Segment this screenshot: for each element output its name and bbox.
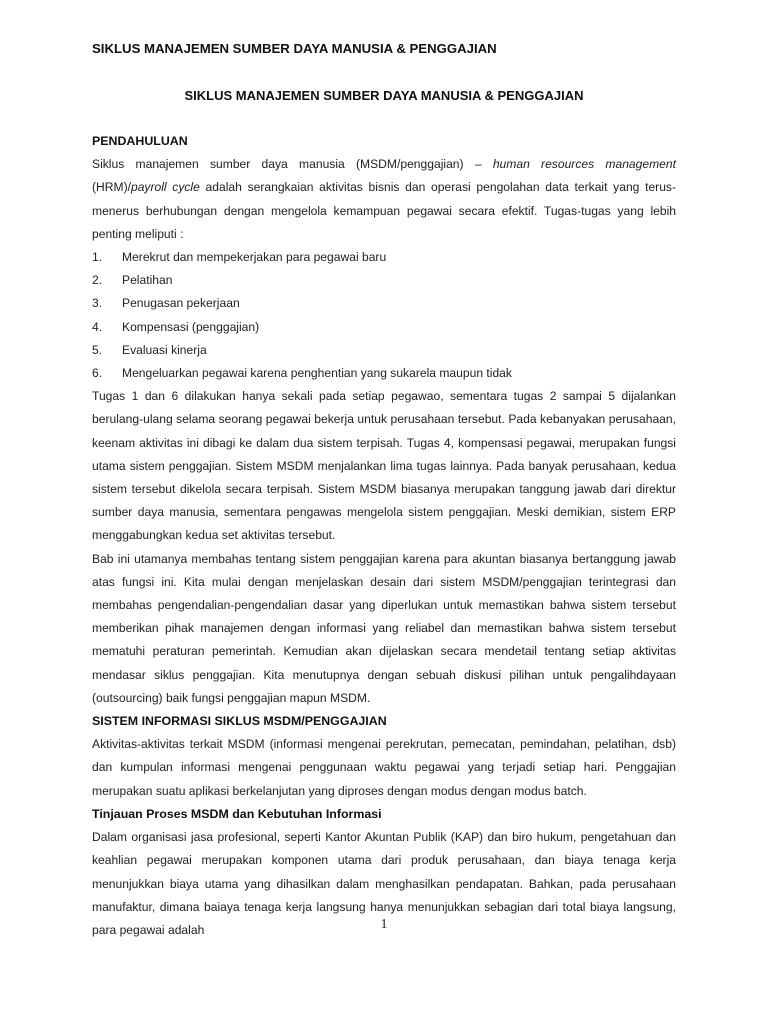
list-item-number: 6.: [92, 366, 103, 381]
list-item-number: 2.: [92, 273, 103, 288]
paragraph-task-description: Tugas 1 dan 6 dilakukan hanya sekali pada setiap pegawao, sementara tugas 2 sampai 5 dijalankan berulang-ulang selama seorang pegawai bekerja untuk perusahaan tersebut. Pada kebanyakan perusahaan, keenam aktivitas ini dibagi ke dalam dua sistem terpisah. Tugas 4, kompensasi pegawai, merupakan fungsi utama sistem penggajian. Sistem MSDM menjalankan lima tugas lainnya. Pada banyak perusahaan, kedua sistem tersebut dikelola secara terpisah. Sistem MSDM biasanya merupakan tanggung jawab dari direktur sumber daya manusia, sementara pengawas mengelola sistem penggajian. Meski demikian, sistem ERP menggabungkan kedua set aktivitas tersebut.: [92, 389, 676, 543]
list-item-text: Mengeluarkan pegawai karena penghentian yang sukarela maupun tidak: [122, 366, 512, 381]
list-item-text: Penugasan pekerjaan: [122, 296, 240, 311]
list-item: [92, 339, 676, 362]
intro-text-2: (HRM)/: [92, 180, 131, 195]
section-heading-pendahuluan: PENDAHULUAN: [92, 134, 188, 148]
list-item-number: 1.: [92, 250, 103, 265]
list-item-text: Kompensasi (penggajian): [122, 319, 260, 334]
paragraph-chapter-overview: Bab ini utamanya membahas tentang sistem penggajian karena para akuntan biasanya bertanggung jawab atas fungsi ini. Kita mulai dengan menjelaskan desain dari sistem MSDM/penggajian terintegrasi dan membahas pengendalian-pengendalian dasar yang diperlukan untuk memastikan bahwa sistem tersebut memberikan pihak manajemen dengan informasi yang reliabel dan memastikan bahwa sistem tersebut mematuhi peraturan pemerintah. Kemudian akan dijelaskan secara mendetail tentang setiap aktivitas mendasar siklus penggajian. Kita menutupnya dengan sebuah diskusi pilihan untuk pengalihdayaan (outsourcing) baik fungsi penggajian mapun MSDM.: [92, 551, 676, 705]
list-item-text: Merekrut dan mempekerjakan para pegawai baru: [122, 250, 387, 265]
running-header: SIKLUS MANAJEMEN SUMBER DAYA MANUSIA & PENGGAJIAN: [92, 41, 497, 56]
list-item-text: Pelatihan: [122, 273, 173, 288]
list-item: [92, 316, 676, 339]
section-heading-tinjauan: Tinjauan Proses MSDM dan Kebutuhan Informasi: [92, 806, 382, 821]
paragraph-tinjauan: Dalam organisasi jasa profesional, seperti Kantor Akuntan Publik (KAP) dan biro hukum, pengetahuan dan keahlian pegawai merupakan komponen utama dari produk perusahaan, dan biaya tenaga kerja menunjukkan biaya utama yang dihasilkan dalam menghasilkan pendapatan. Bahkan, pada perusahaan manufaktur, dimana baiaya tenaga kerja langsung hanya menunjukkan sebagian dari total biaya langsung, para pegawai adalah: [92, 830, 676, 937]
intro-italic-2: payroll cycle: [130, 180, 200, 195]
page-number: 1: [380, 917, 388, 932]
paragraph-sistem-informasi: Aktivitas-aktivitas terkait MSDM (informasi mengenai perekrutan, pemecatan, pemindahan, pelatihan, dsb) dan kumpulan informasi mengenai penggunaan waktu pegawai yang terjadi setiap hari. Penggajian merupakan suatu aplikasi berkelanjutan yang diproses dengan modus dengan modus batch.: [92, 737, 676, 798]
intro-text-3: adalah serangkaian aktivitas bisnis dan operasi pengolahan data terkait yang terus-menerus berhubungan dengan mengelola kemampuan pegawai secara efektif. Tugas-tugas yang lebih penting meliputi :: [92, 180, 676, 241]
intro-text-1: Siklus manajemen sumber daya manusia (MSDM/penggajian) –: [92, 157, 493, 172]
section-heading-sistem-informasi: SISTEM INFORMASI SIKLUS MSDM/PENGGAJIAN: [92, 714, 387, 729]
list-item-number: 5.: [92, 342, 103, 357]
document-title: SIKLUS MANAJEMEN SUMBER DAYA MANUSIA & PENGGAJIAN: [184, 88, 584, 103]
list-item: [92, 292, 676, 315]
list-item-text: Evaluasi kinerja: [122, 342, 207, 357]
intro-italic-1: human resources management: [492, 157, 676, 172]
list-item: [92, 362, 676, 385]
list-item-number: 4.: [92, 319, 103, 334]
task-list: [92, 246, 676, 385]
document-body: [92, 130, 676, 942]
list-item: [92, 269, 676, 292]
list-item-number: 3.: [92, 296, 103, 311]
intro-paragraph: [92, 153, 676, 246]
list-item: [92, 246, 676, 269]
